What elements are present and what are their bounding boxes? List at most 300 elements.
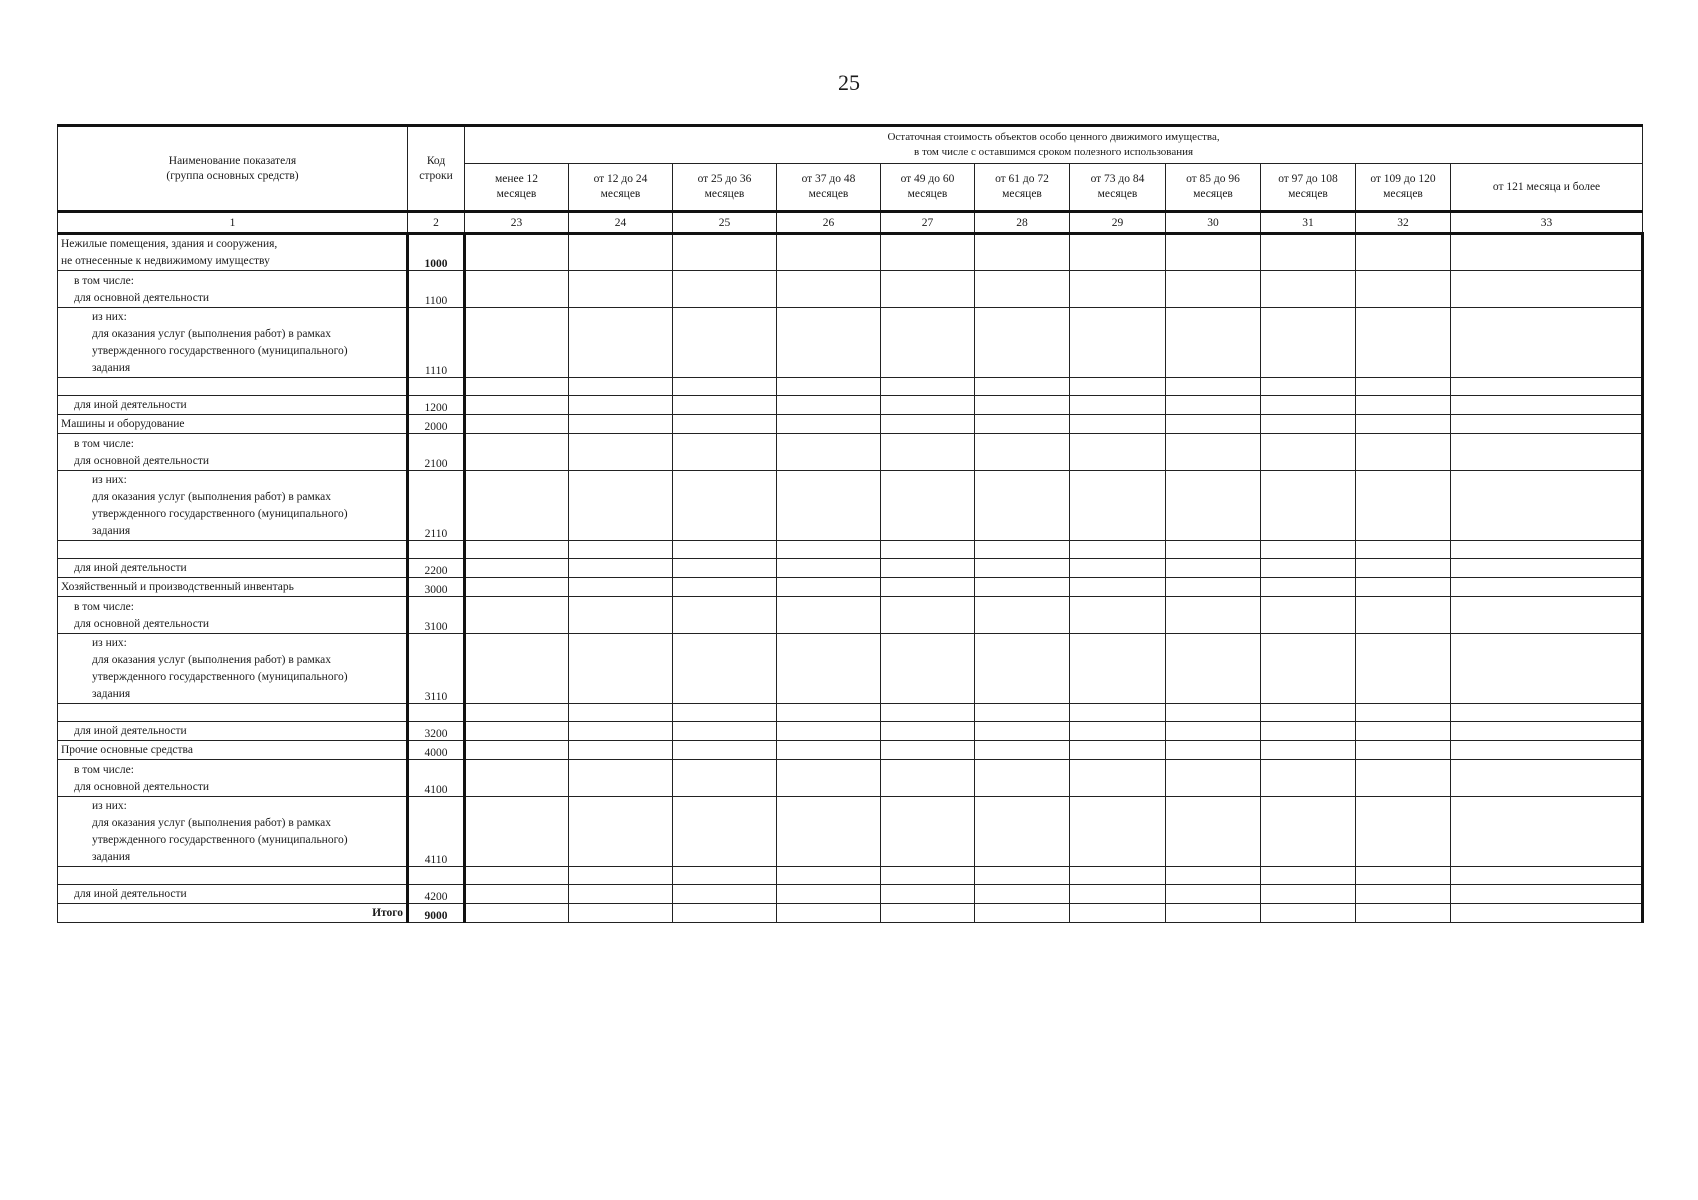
value-cell[interactable]	[673, 541, 777, 559]
value-cell[interactable]	[777, 797, 881, 867]
value-cell[interactable]	[777, 597, 881, 634]
value-cell[interactable]	[1451, 704, 1643, 722]
value-cell[interactable]	[1356, 904, 1451, 923]
value-cell[interactable]	[1070, 578, 1166, 597]
value-cell[interactable]	[975, 308, 1070, 378]
table-row	[58, 634, 1643, 704]
value-cell[interactable]	[1451, 234, 1643, 271]
value-cell[interactable]	[1166, 904, 1261, 923]
value-cell[interactable]	[1070, 541, 1166, 559]
value-cell[interactable]	[1356, 760, 1451, 797]
value-cell[interactable]	[1451, 308, 1643, 378]
value-cell[interactable]	[1356, 797, 1451, 867]
value-cell[interactable]	[673, 271, 777, 308]
value-cell[interactable]	[975, 234, 1070, 271]
header-code-col: Код строки	[408, 126, 465, 212]
report-table	[57, 124, 1644, 923]
value-cell[interactable]	[975, 559, 1070, 578]
column-number: 27	[881, 212, 975, 234]
column-numbers-row	[58, 212, 1643, 234]
value-cell[interactable]	[975, 578, 1070, 597]
value-cell[interactable]	[1070, 271, 1166, 308]
value-cell[interactable]	[569, 578, 673, 597]
value-cell[interactable]	[1261, 471, 1356, 541]
row-code: 2110	[408, 471, 465, 541]
value-cell[interactable]	[1261, 722, 1356, 741]
value-cell[interactable]	[975, 597, 1070, 634]
value-cell[interactable]	[569, 704, 673, 722]
row-name	[58, 378, 408, 396]
value-cell[interactable]	[1451, 471, 1643, 541]
value-cell[interactable]	[569, 271, 673, 308]
column-number: 25	[673, 212, 777, 234]
value-cell[interactable]	[777, 396, 881, 415]
column-number: 23	[465, 212, 569, 234]
value-cell[interactable]	[673, 378, 777, 396]
value-cell[interactable]	[1451, 634, 1643, 704]
value-cell[interactable]	[1451, 271, 1643, 308]
row-name: Итого	[58, 904, 408, 923]
header-period-10: от 109 до 120 месяцев	[1356, 164, 1451, 212]
value-cell[interactable]	[1356, 471, 1451, 541]
row-name: для иной деятельности	[58, 722, 408, 741]
value-cell[interactable]	[1166, 434, 1261, 471]
value-cell[interactable]	[465, 704, 569, 722]
header-period-11: от 121 месяца и более	[1451, 164, 1643, 212]
value-cell[interactable]	[1070, 760, 1166, 797]
value-cell[interactable]	[465, 471, 569, 541]
value-cell[interactable]	[569, 885, 673, 904]
value-cell[interactable]	[1261, 234, 1356, 271]
value-cell[interactable]	[1166, 722, 1261, 741]
value-cell[interactable]	[465, 396, 569, 415]
value-cell[interactable]	[1166, 867, 1261, 885]
value-cell[interactable]	[465, 722, 569, 741]
value-cell[interactable]	[465, 271, 569, 308]
value-cell[interactable]	[1451, 885, 1643, 904]
value-cell[interactable]	[465, 234, 569, 271]
value-cell[interactable]	[881, 378, 975, 396]
value-cell[interactable]	[1070, 415, 1166, 434]
row-name: из них: для оказания услуг (выполнения работ) в рамках утвержденного государственного (муниципального) задания	[58, 634, 408, 704]
header-period-8: от 85 до 96 месяцев	[1166, 164, 1261, 212]
value-cell[interactable]	[975, 271, 1070, 308]
row-code: 4110	[408, 797, 465, 867]
value-cell[interactable]	[673, 234, 777, 271]
value-cell[interactable]	[1356, 415, 1451, 434]
value-cell[interactable]	[777, 904, 881, 923]
value-cell[interactable]	[673, 797, 777, 867]
value-cell[interactable]	[975, 741, 1070, 760]
value-cell[interactable]	[1451, 559, 1643, 578]
value-cell[interactable]	[1451, 415, 1643, 434]
value-cell[interactable]	[881, 271, 975, 308]
value-cell[interactable]	[1070, 885, 1166, 904]
value-cell[interactable]	[975, 396, 1070, 415]
value-cell[interactable]	[569, 741, 673, 760]
value-cell[interactable]	[1261, 578, 1356, 597]
value-cell[interactable]	[1356, 234, 1451, 271]
value-cell[interactable]	[1261, 704, 1356, 722]
value-cell[interactable]	[975, 415, 1070, 434]
value-cell[interactable]	[1166, 760, 1261, 797]
value-cell[interactable]	[881, 741, 975, 760]
value-cell[interactable]	[1356, 396, 1451, 415]
value-cell[interactable]	[1261, 597, 1356, 634]
value-cell[interactable]	[465, 378, 569, 396]
value-cell[interactable]	[1070, 867, 1166, 885]
value-cell[interactable]	[673, 760, 777, 797]
table-row	[58, 271, 1643, 308]
value-cell[interactable]	[881, 396, 975, 415]
table-row	[58, 904, 1643, 923]
value-cell[interactable]	[465, 559, 569, 578]
value-cell[interactable]	[569, 634, 673, 704]
value-cell[interactable]	[777, 415, 881, 434]
header-period-6: от 61 до 72 месяцев	[975, 164, 1070, 212]
value-cell[interactable]	[465, 434, 569, 471]
value-cell[interactable]	[777, 308, 881, 378]
value-cell[interactable]	[975, 541, 1070, 559]
row-name: из них: для оказания услуг (выполнения работ) в рамках утвержденного государственного (муниципального) задания	[58, 471, 408, 541]
value-cell[interactable]	[1261, 434, 1356, 471]
row-code	[408, 704, 465, 722]
value-cell[interactable]	[569, 904, 673, 923]
value-cell[interactable]	[1356, 578, 1451, 597]
value-cell[interactable]	[1451, 434, 1643, 471]
value-cell[interactable]	[975, 471, 1070, 541]
table-row	[58, 797, 1643, 867]
value-cell[interactable]	[1451, 797, 1643, 867]
value-cell[interactable]	[1261, 541, 1356, 559]
value-cell[interactable]	[1166, 704, 1261, 722]
value-cell[interactable]	[569, 378, 673, 396]
value-cell[interactable]	[975, 704, 1070, 722]
value-cell[interactable]	[975, 378, 1070, 396]
value-cell[interactable]	[465, 308, 569, 378]
value-cell[interactable]	[1261, 396, 1356, 415]
value-cell[interactable]	[1356, 741, 1451, 760]
row-name: Прочие основные средства	[58, 741, 408, 760]
row-name: Нежилые помещения, здания и сооружения, не отнесенные к недвижимому имуществу	[58, 234, 408, 271]
value-cell[interactable]	[1261, 797, 1356, 867]
value-cell[interactable]	[569, 760, 673, 797]
value-cell[interactable]	[465, 741, 569, 760]
value-cell[interactable]	[569, 797, 673, 867]
value-cell[interactable]	[465, 797, 569, 867]
value-cell[interactable]	[1356, 885, 1451, 904]
value-cell[interactable]	[1356, 704, 1451, 722]
value-cell[interactable]	[881, 234, 975, 271]
table-row	[58, 760, 1643, 797]
value-cell[interactable]	[465, 760, 569, 797]
value-cell[interactable]	[1166, 308, 1261, 378]
row-name: Машины и оборудование	[58, 415, 408, 434]
value-cell[interactable]	[673, 308, 777, 378]
value-cell[interactable]	[881, 597, 975, 634]
value-cell[interactable]	[881, 434, 975, 471]
value-cell[interactable]	[975, 760, 1070, 797]
row-name: в том числе: для основной деятельности	[58, 271, 408, 308]
value-cell[interactable]	[1261, 867, 1356, 885]
value-cell[interactable]	[1356, 722, 1451, 741]
value-cell[interactable]	[881, 634, 975, 704]
value-cell[interactable]	[1261, 308, 1356, 378]
value-cell[interactable]	[1356, 559, 1451, 578]
row-name: в том числе: для основной деятельности	[58, 597, 408, 634]
value-cell[interactable]	[673, 722, 777, 741]
value-cell[interactable]	[1070, 597, 1166, 634]
value-cell[interactable]	[1261, 760, 1356, 797]
value-cell[interactable]	[465, 885, 569, 904]
value-cell[interactable]	[1356, 378, 1451, 396]
table-row	[58, 378, 1643, 396]
value-cell[interactable]	[1451, 396, 1643, 415]
value-cell[interactable]	[1356, 434, 1451, 471]
value-cell[interactable]	[777, 704, 881, 722]
value-cell[interactable]	[673, 704, 777, 722]
value-cell[interactable]	[1356, 541, 1451, 559]
value-cell[interactable]	[777, 634, 881, 704]
row-code: 3100	[408, 597, 465, 634]
value-cell[interactable]	[1356, 867, 1451, 885]
header-period-2: от 12 до 24 месяцев	[569, 164, 673, 212]
row-code: 1200	[408, 396, 465, 415]
value-cell[interactable]	[975, 634, 1070, 704]
row-code: 1100	[408, 271, 465, 308]
value-cell[interactable]	[881, 885, 975, 904]
value-cell[interactable]	[673, 904, 777, 923]
value-cell[interactable]	[1261, 415, 1356, 434]
value-cell[interactable]	[777, 867, 881, 885]
table-row	[58, 541, 1643, 559]
value-cell[interactable]	[1070, 904, 1166, 923]
table-row	[58, 722, 1643, 741]
value-cell[interactable]	[1166, 271, 1261, 308]
value-cell[interactable]	[465, 904, 569, 923]
column-number: 31	[1261, 212, 1356, 234]
value-cell[interactable]	[1070, 434, 1166, 471]
table-row	[58, 234, 1643, 271]
column-number: 32	[1356, 212, 1451, 234]
value-cell[interactable]	[777, 378, 881, 396]
row-name	[58, 704, 408, 722]
value-cell[interactable]	[1261, 741, 1356, 760]
row-name: для иной деятельности	[58, 396, 408, 415]
value-cell[interactable]	[1070, 234, 1166, 271]
row-name: в том числе: для основной деятельности	[58, 760, 408, 797]
value-cell[interactable]	[569, 434, 673, 471]
value-cell[interactable]	[1451, 541, 1643, 559]
value-cell[interactable]	[881, 308, 975, 378]
header-period-9: от 97 до 108 месяцев	[1261, 164, 1356, 212]
row-name	[58, 867, 408, 885]
value-cell[interactable]	[1166, 415, 1261, 434]
value-cell[interactable]	[465, 867, 569, 885]
value-cell[interactable]	[1451, 904, 1643, 923]
value-cell[interactable]	[569, 308, 673, 378]
table-row	[58, 396, 1643, 415]
value-cell[interactable]	[881, 722, 975, 741]
value-cell[interactable]	[569, 396, 673, 415]
value-cell[interactable]	[975, 434, 1070, 471]
column-number: 24	[569, 212, 673, 234]
value-cell[interactable]	[673, 867, 777, 885]
value-cell[interactable]	[1070, 797, 1166, 867]
value-cell[interactable]	[1070, 634, 1166, 704]
value-cell[interactable]	[673, 578, 777, 597]
value-cell[interactable]	[1070, 308, 1166, 378]
row-code: 4100	[408, 760, 465, 797]
value-cell[interactable]	[673, 597, 777, 634]
value-cell[interactable]	[777, 234, 881, 271]
value-cell[interactable]	[777, 741, 881, 760]
table-row	[58, 434, 1643, 471]
value-cell[interactable]	[881, 797, 975, 867]
value-cell[interactable]	[975, 904, 1070, 923]
table-row	[58, 867, 1643, 885]
value-cell[interactable]	[1261, 885, 1356, 904]
value-cell[interactable]	[881, 867, 975, 885]
value-cell[interactable]	[1166, 378, 1261, 396]
value-cell[interactable]	[569, 415, 673, 434]
value-cell[interactable]	[1166, 885, 1261, 904]
row-code	[408, 378, 465, 396]
value-cell[interactable]	[881, 760, 975, 797]
table-row	[58, 578, 1643, 597]
value-cell[interactable]	[673, 634, 777, 704]
value-cell[interactable]	[569, 559, 673, 578]
value-cell[interactable]	[1166, 597, 1261, 634]
value-cell[interactable]	[673, 415, 777, 434]
value-cell[interactable]	[673, 559, 777, 578]
value-cell[interactable]	[881, 471, 975, 541]
value-cell[interactable]	[569, 234, 673, 271]
value-cell[interactable]	[569, 867, 673, 885]
value-cell[interactable]	[881, 704, 975, 722]
value-cell[interactable]	[777, 541, 881, 559]
value-cell[interactable]	[777, 471, 881, 541]
value-cell[interactable]	[1261, 271, 1356, 308]
value-cell[interactable]	[1070, 741, 1166, 760]
value-cell[interactable]	[777, 578, 881, 597]
column-number: 29	[1070, 212, 1166, 234]
value-cell[interactable]	[673, 741, 777, 760]
value-cell[interactable]	[1166, 541, 1261, 559]
row-code: 9000	[408, 904, 465, 923]
row-code: 2100	[408, 434, 465, 471]
value-cell[interactable]	[1451, 578, 1643, 597]
value-cell[interactable]	[1070, 559, 1166, 578]
value-cell[interactable]	[1356, 634, 1451, 704]
value-cell[interactable]	[1356, 308, 1451, 378]
value-cell[interactable]	[777, 559, 881, 578]
value-cell[interactable]	[465, 634, 569, 704]
value-cell[interactable]	[975, 885, 1070, 904]
row-code	[408, 541, 465, 559]
value-cell[interactable]	[673, 885, 777, 904]
value-cell[interactable]	[1166, 741, 1261, 760]
value-cell[interactable]	[673, 471, 777, 541]
value-cell[interactable]	[465, 415, 569, 434]
value-cell[interactable]	[465, 597, 569, 634]
value-cell[interactable]	[1356, 597, 1451, 634]
row-name: для иной деятельности	[58, 559, 408, 578]
row-code: 2000	[408, 415, 465, 434]
value-cell[interactable]	[975, 867, 1070, 885]
column-number: 28	[975, 212, 1070, 234]
value-cell[interactable]	[569, 471, 673, 541]
value-cell[interactable]	[1451, 722, 1643, 741]
value-cell[interactable]	[1451, 867, 1643, 885]
value-cell[interactable]	[1451, 378, 1643, 396]
value-cell[interactable]	[1166, 634, 1261, 704]
value-cell[interactable]	[1166, 234, 1261, 271]
value-cell[interactable]	[881, 415, 975, 434]
value-cell[interactable]	[1070, 396, 1166, 415]
row-code	[408, 867, 465, 885]
value-cell[interactable]	[777, 434, 881, 471]
value-cell[interactable]	[975, 797, 1070, 867]
value-cell[interactable]	[1070, 722, 1166, 741]
value-cell[interactable]	[777, 885, 881, 904]
value-cell[interactable]	[881, 541, 975, 559]
value-cell[interactable]	[569, 597, 673, 634]
value-cell[interactable]	[1356, 271, 1451, 308]
value-cell[interactable]	[881, 904, 975, 923]
value-cell[interactable]	[1166, 578, 1261, 597]
value-cell[interactable]	[975, 722, 1070, 741]
row-name: из них: для оказания услуг (выполнения работ) в рамках утвержденного государственного (муниципального) задания	[58, 308, 408, 378]
value-cell[interactable]	[673, 396, 777, 415]
row-code: 1110	[408, 308, 465, 378]
value-cell[interactable]	[777, 722, 881, 741]
value-cell[interactable]	[1070, 378, 1166, 396]
value-cell[interactable]	[1070, 471, 1166, 541]
value-cell[interactable]	[1166, 396, 1261, 415]
value-cell[interactable]	[1261, 559, 1356, 578]
value-cell[interactable]	[777, 760, 881, 797]
value-cell[interactable]	[1261, 634, 1356, 704]
value-cell[interactable]	[1261, 378, 1356, 396]
value-cell[interactable]	[1451, 760, 1643, 797]
page-number: 25	[838, 70, 860, 95]
value-cell[interactable]	[881, 559, 975, 578]
value-cell[interactable]	[1070, 704, 1166, 722]
value-cell[interactable]	[881, 578, 975, 597]
value-cell[interactable]	[1166, 559, 1261, 578]
value-cell[interactable]	[569, 541, 673, 559]
value-cell[interactable]	[1261, 904, 1356, 923]
value-cell[interactable]	[1451, 597, 1643, 634]
table-row	[58, 885, 1643, 904]
value-cell[interactable]	[465, 578, 569, 597]
table-row	[58, 471, 1643, 541]
header-period-4: от 37 до 48 месяцев	[777, 164, 881, 212]
row-name: в том числе: для основной деятельности	[58, 434, 408, 471]
header-period-3: от 25 до 36 месяцев	[673, 164, 777, 212]
value-cell[interactable]	[777, 271, 881, 308]
value-cell[interactable]	[465, 541, 569, 559]
row-code: 3000	[408, 578, 465, 597]
value-cell[interactable]	[1166, 471, 1261, 541]
value-cell[interactable]	[673, 434, 777, 471]
value-cell[interactable]	[1451, 741, 1643, 760]
value-cell[interactable]	[1166, 797, 1261, 867]
table-row	[58, 559, 1643, 578]
column-number: 33	[1451, 212, 1643, 234]
value-cell[interactable]	[569, 722, 673, 741]
